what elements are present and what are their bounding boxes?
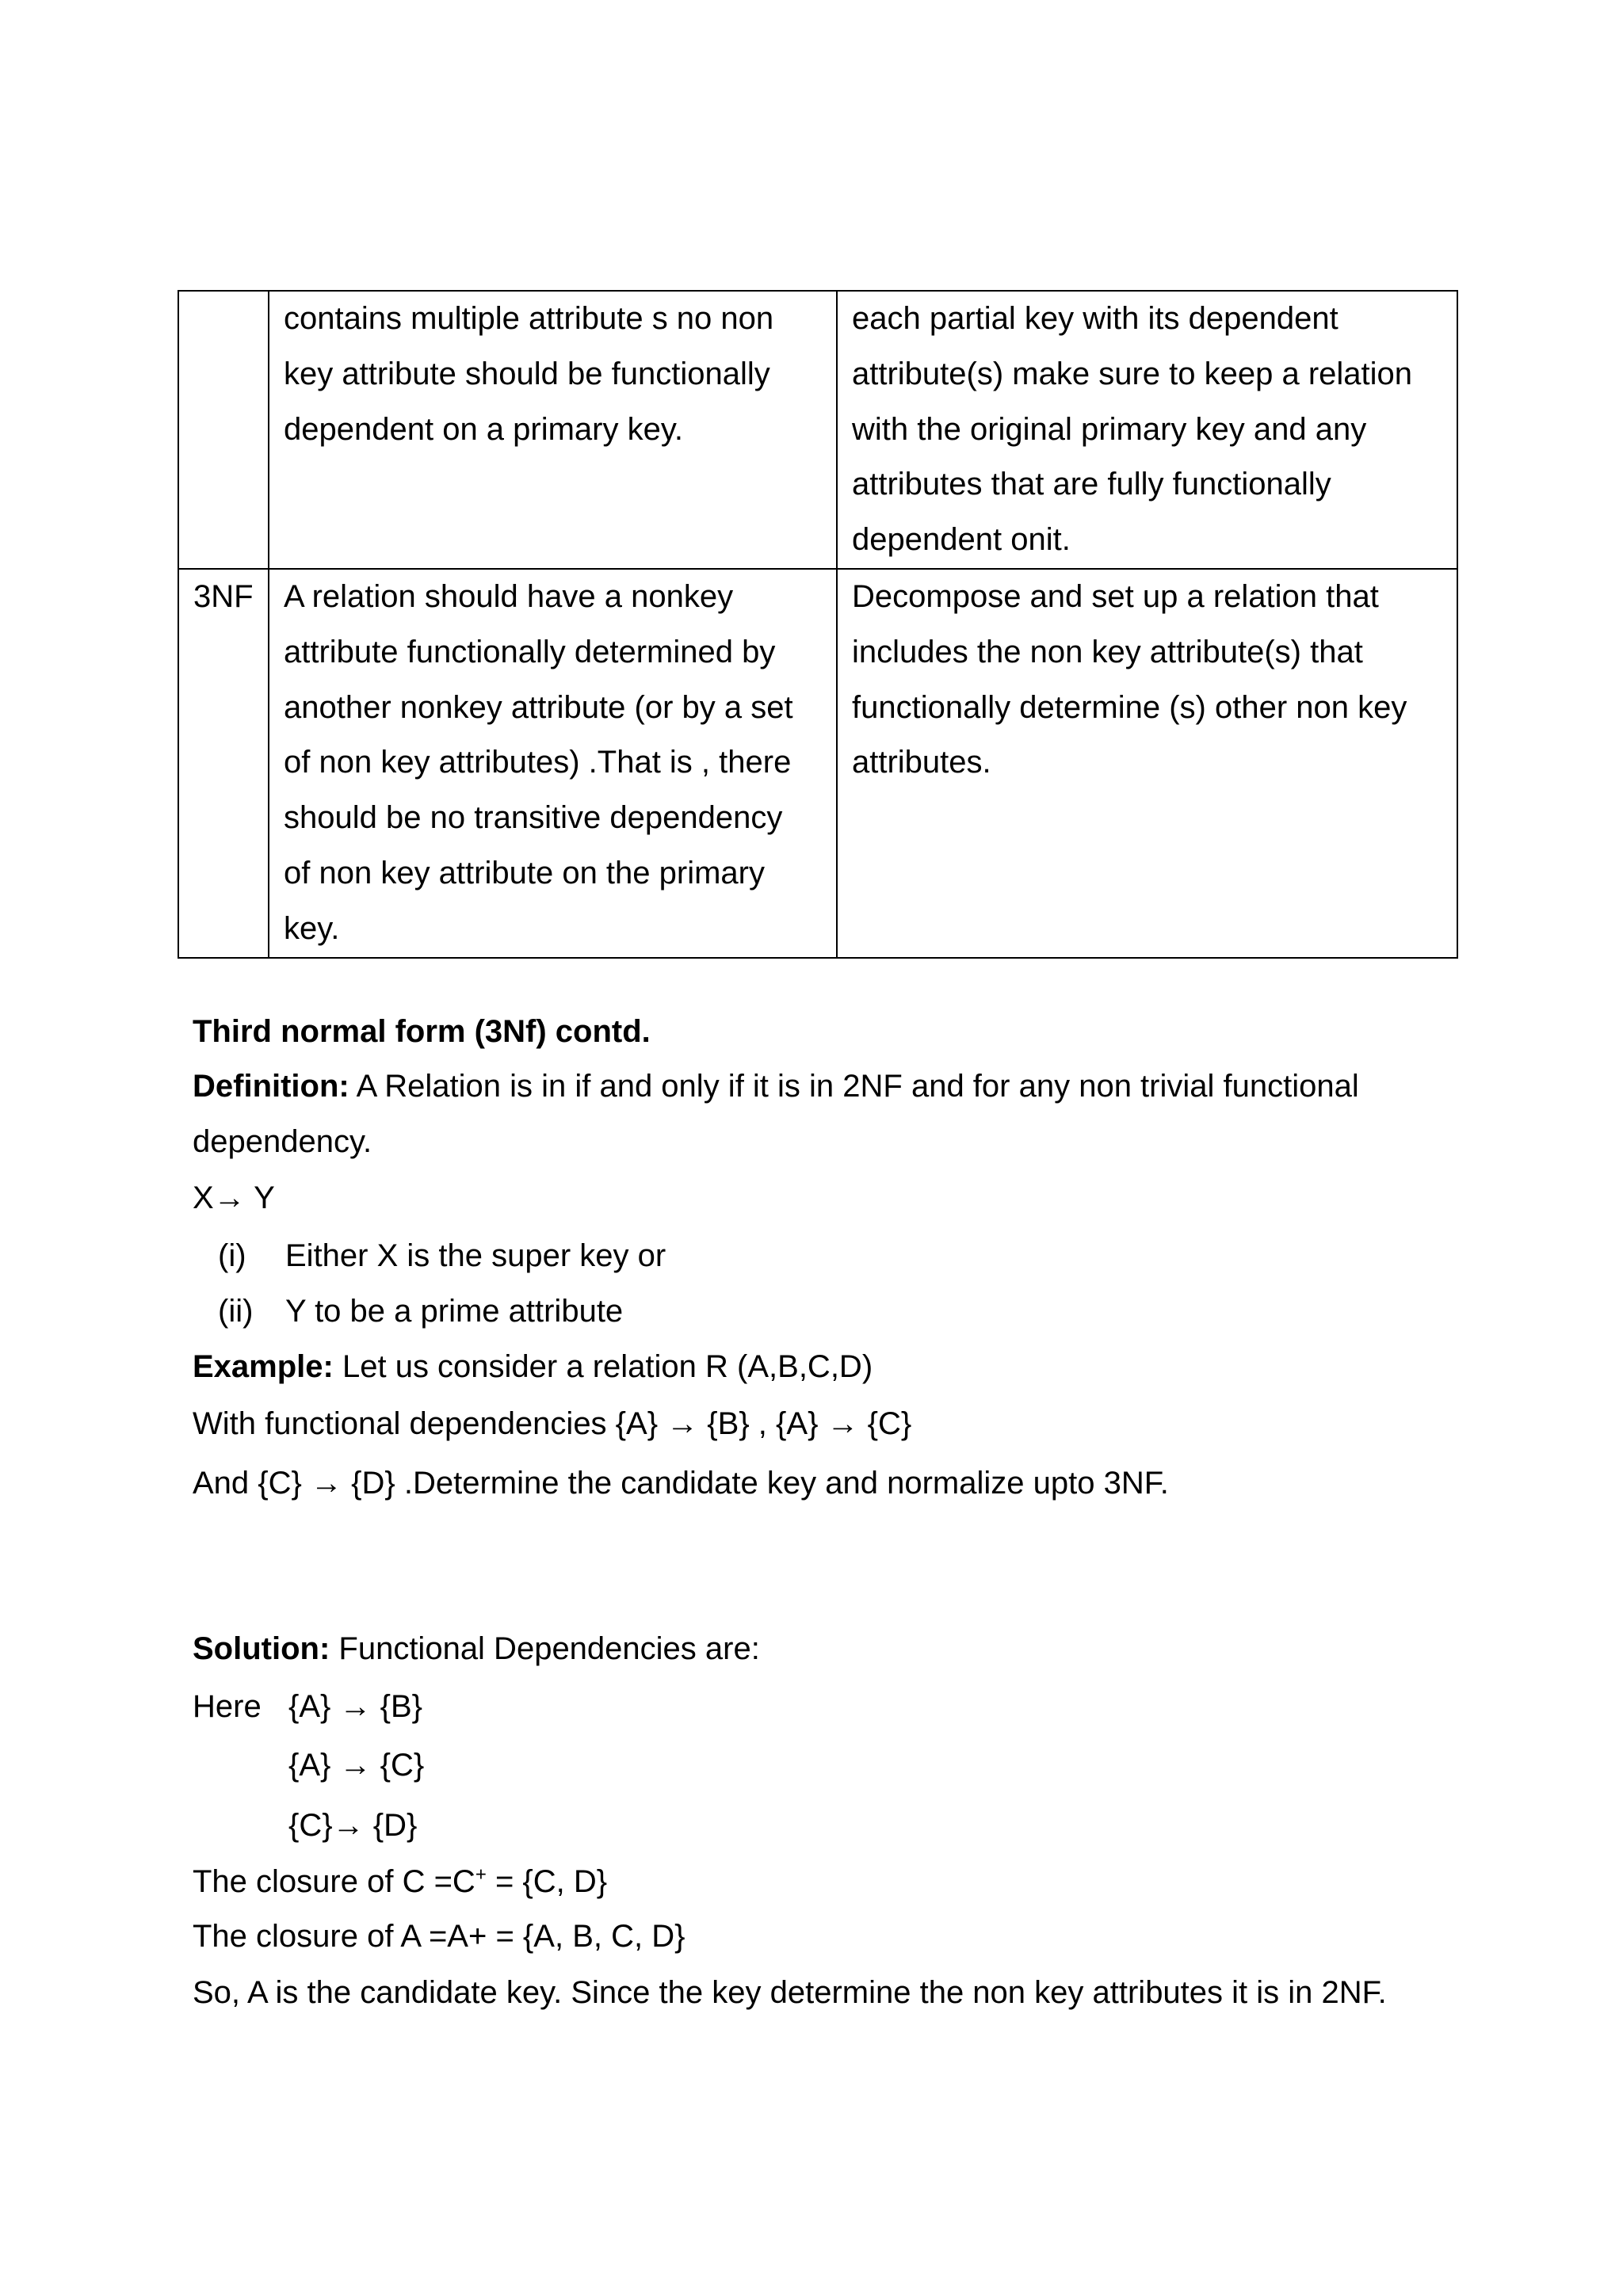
example-text: Let us consider a relation R (A,B,C,D) bbox=[333, 1349, 873, 1384]
rule-line: another nonkey attribute (or by a set bbox=[284, 689, 793, 725]
example-line bbox=[193, 1348, 873, 1386]
closure-a: The closure of A =A+ = {A, B, C, D} bbox=[193, 1919, 685, 1954]
here-label: Here bbox=[193, 1689, 262, 1724]
remedy-line: Decompose and set up a relation that bbox=[852, 579, 1379, 614]
remedy-line: attribute(s) make sure to keep a relation bbox=[852, 356, 1413, 391]
remedy-cell bbox=[837, 569, 1457, 958]
section-heading: Third normal form (3Nf) contd. bbox=[193, 1014, 651, 1049]
normal-forms-table bbox=[178, 290, 1458, 959]
fd-item: {C}→ {D} bbox=[288, 1808, 418, 1843]
definition-text: A Relation is in if and only if it is in 2NF and for any non trivial functional bbox=[349, 1069, 1359, 1104]
remedy-line: dependent onit. bbox=[852, 522, 1071, 558]
remedy-line: includes the non key attribute(s) that bbox=[852, 634, 1363, 669]
table-row bbox=[178, 569, 1457, 958]
table-row bbox=[178, 291, 1457, 569]
closure-c-sup: + bbox=[475, 1863, 487, 1886]
definition-label: Definition: bbox=[193, 1069, 349, 1104]
condition-number: (i) bbox=[218, 1238, 246, 1273]
definition-line bbox=[193, 1067, 1359, 1105]
remedy-line: each partial key with its dependent bbox=[852, 301, 1338, 336]
remedy-line: with the original primary key and any bbox=[852, 411, 1367, 447]
rule-line: attribute functionally determined by bbox=[284, 634, 776, 669]
example-label: Example: bbox=[193, 1349, 334, 1384]
fd-item: {A} → {B} bbox=[288, 1689, 423, 1724]
nf-cell: 3NF bbox=[178, 569, 269, 958]
rule-line: contains multiple attribute s no non bbox=[284, 301, 774, 336]
example-fds: With functional dependencies {A} → {B} , {A} → {C} bbox=[193, 1406, 912, 1441]
rule-line: key attribute should be functionally bbox=[284, 356, 770, 391]
nf-cell bbox=[178, 291, 269, 569]
closure-c-prefix: The closure of C =C bbox=[193, 1864, 475, 1899]
solution-label: Solution: bbox=[193, 1631, 330, 1666]
conclusion: So, A is the candidate key. Since the key determine the non key attributes it is in 2NF. bbox=[193, 1975, 1387, 2010]
fd-notation: X→ Y bbox=[193, 1180, 275, 1215]
fd-item: {A} → {C} bbox=[288, 1748, 425, 1783]
rule-line: dependent on a primary key. bbox=[284, 411, 684, 447]
condition-number: (ii) bbox=[218, 1294, 254, 1329]
remedy-line: attributes that are fully functionally bbox=[852, 467, 1331, 502]
remedy-line: functionally determine (s) other non key bbox=[852, 689, 1407, 725]
solution-text: Functional Dependencies are: bbox=[330, 1631, 760, 1666]
remedy-cell bbox=[837, 291, 1457, 569]
closure-c bbox=[193, 1863, 607, 1901]
rule-line: key. bbox=[284, 910, 340, 946]
rule-line: of non key attributes) .That is , there bbox=[284, 745, 792, 780]
definition-continuation: dependency. bbox=[193, 1124, 372, 1159]
rule-line: should be no transitive dependency bbox=[284, 800, 783, 836]
rule-line: A relation should have a nonkey bbox=[284, 579, 734, 614]
rule-line: of non key attribute on the primary bbox=[284, 855, 765, 891]
example-task: And {C} → {D} .Determine the candidate key and normalize upto 3NF. bbox=[193, 1466, 1169, 1501]
solution-line bbox=[193, 1630, 760, 1668]
rule-cell bbox=[269, 569, 837, 958]
rule-cell bbox=[269, 291, 837, 569]
closure-c-suffix: = {C, D} bbox=[486, 1864, 608, 1899]
remedy-line: attributes. bbox=[852, 745, 991, 780]
condition-text: Either X is the super key or bbox=[285, 1238, 666, 1273]
condition-text: Y to be a prime attribute bbox=[285, 1294, 624, 1329]
